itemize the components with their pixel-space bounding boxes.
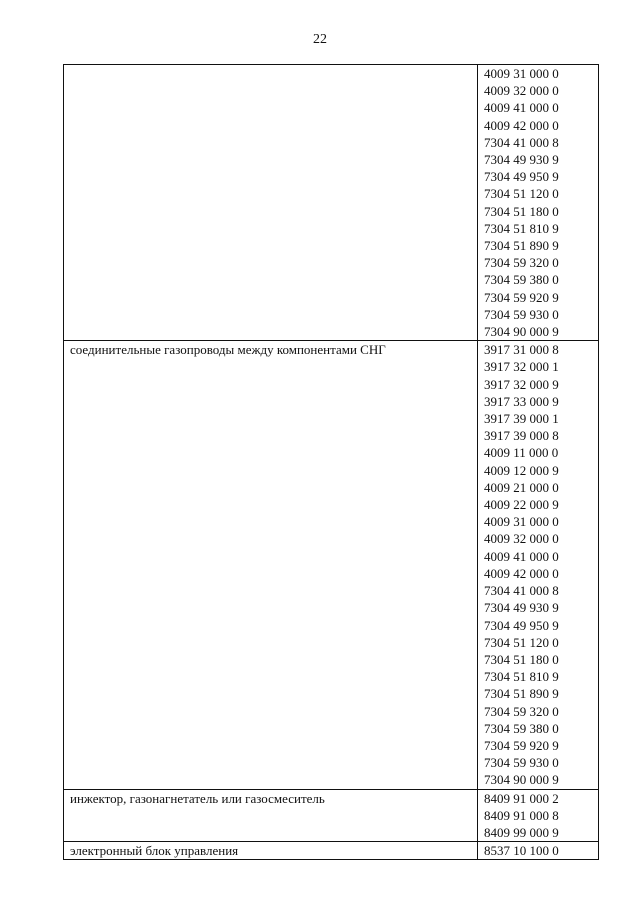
tn-ved-code: 7304 49 930 9: [484, 152, 559, 168]
tn-ved-code: 7304 49 950 9: [484, 169, 559, 185]
tn-ved-code: 7304 90 000 9: [484, 324, 559, 340]
tn-ved-code: 4009 41 000 0: [484, 548, 559, 564]
description-cell: [64, 842, 478, 860]
page-number: 22: [313, 32, 327, 47]
codes-cell: [478, 789, 599, 842]
table-row: [64, 65, 599, 341]
tn-ved-code: 4009 12 000 9: [484, 462, 559, 478]
tn-ved-code: 4009 32 000 0: [484, 531, 559, 547]
codes-cell: [478, 341, 599, 789]
tn-ved-code: 8537 10 100 0: [484, 843, 559, 859]
codes-cell: [478, 65, 599, 341]
tn-ved-code: 7304 59 920 9: [484, 289, 559, 305]
tn-ved-code: 7304 51 120 0: [484, 634, 559, 650]
tn-ved-code: 7304 51 890 9: [484, 686, 559, 702]
code-table-body: [64, 65, 599, 860]
tn-ved-code: 7304 51 180 0: [484, 651, 559, 667]
tn-ved-code: 3917 39 000 8: [484, 428, 559, 444]
table-row: [64, 341, 599, 789]
tn-ved-code: 3917 32 000 9: [484, 376, 559, 392]
tn-ved-code: 7304 59 380 0: [484, 272, 559, 288]
tn-ved-code: 4009 31 000 0: [484, 66, 559, 81]
tn-ved-code: 4009 41 000 0: [484, 100, 559, 116]
tn-ved-code: 4009 11 000 0: [484, 445, 559, 461]
tn-ved-code: 7304 49 950 9: [484, 617, 559, 633]
tn-ved-code: 7304 59 930 0: [484, 755, 559, 771]
tn-ved-code: 7304 51 810 9: [484, 669, 559, 685]
tn-ved-code: 7304 59 380 0: [484, 720, 559, 736]
tn-ved-code: 7304 59 930 0: [484, 306, 559, 322]
tn-ved-code: 8409 91 000 2: [484, 790, 559, 806]
tn-ved-code: 4009 22 000 9: [484, 497, 559, 513]
tn-ved-code: 7304 59 920 9: [484, 737, 559, 753]
tn-ved-code: 4009 31 000 0: [484, 514, 559, 530]
tn-ved-code: 7304 59 320 0: [484, 255, 559, 271]
tn-ved-code: 7304 49 930 9: [484, 600, 559, 616]
description-text: инжектор, газонагнетатель или газосмеситель: [70, 790, 325, 806]
description-cell: [64, 789, 478, 842]
tn-ved-code: 4009 42 000 0: [484, 117, 559, 133]
tn-ved-code: 7304 41 000 8: [484, 134, 559, 150]
tn-ved-code: 4009 32 000 0: [484, 83, 559, 99]
table-row: [64, 842, 599, 860]
tn-ved-code: 7304 51 890 9: [484, 238, 559, 254]
tn-ved-code: 7304 51 180 0: [484, 203, 559, 219]
tn-ved-code: 3917 32 000 1: [484, 359, 559, 375]
tn-ved-code: 4009 42 000 0: [484, 565, 559, 581]
tn-ved-code: 7304 41 000 8: [484, 583, 559, 599]
tn-ved-code: 8409 91 000 8: [484, 807, 559, 823]
table-row: [64, 789, 599, 842]
tn-ved-code: 7304 90 000 9: [484, 772, 559, 788]
tn-ved-code: 3917 39 000 1: [484, 411, 559, 427]
codes-cell: [478, 842, 599, 860]
description-cell: [64, 65, 478, 341]
tn-ved-code: 4009 21 000 0: [484, 479, 559, 495]
description-text: соединительные газопроводы между компонентами СНГ: [70, 342, 386, 358]
tn-ved-code: 7304 59 320 0: [484, 703, 559, 719]
tn-ved-code: 3917 33 000 9: [484, 393, 559, 409]
description-cell: [64, 341, 478, 789]
tn-ved-code: 8409 99 000 9: [484, 824, 559, 840]
code-table: [63, 64, 599, 860]
description-text: электронный блок управления: [70, 843, 239, 859]
tn-ved-code: 3917 31 000 8: [484, 342, 559, 358]
tn-ved-code: 7304 51 120 0: [484, 186, 559, 202]
tn-ved-code: 7304 51 810 9: [484, 220, 559, 236]
